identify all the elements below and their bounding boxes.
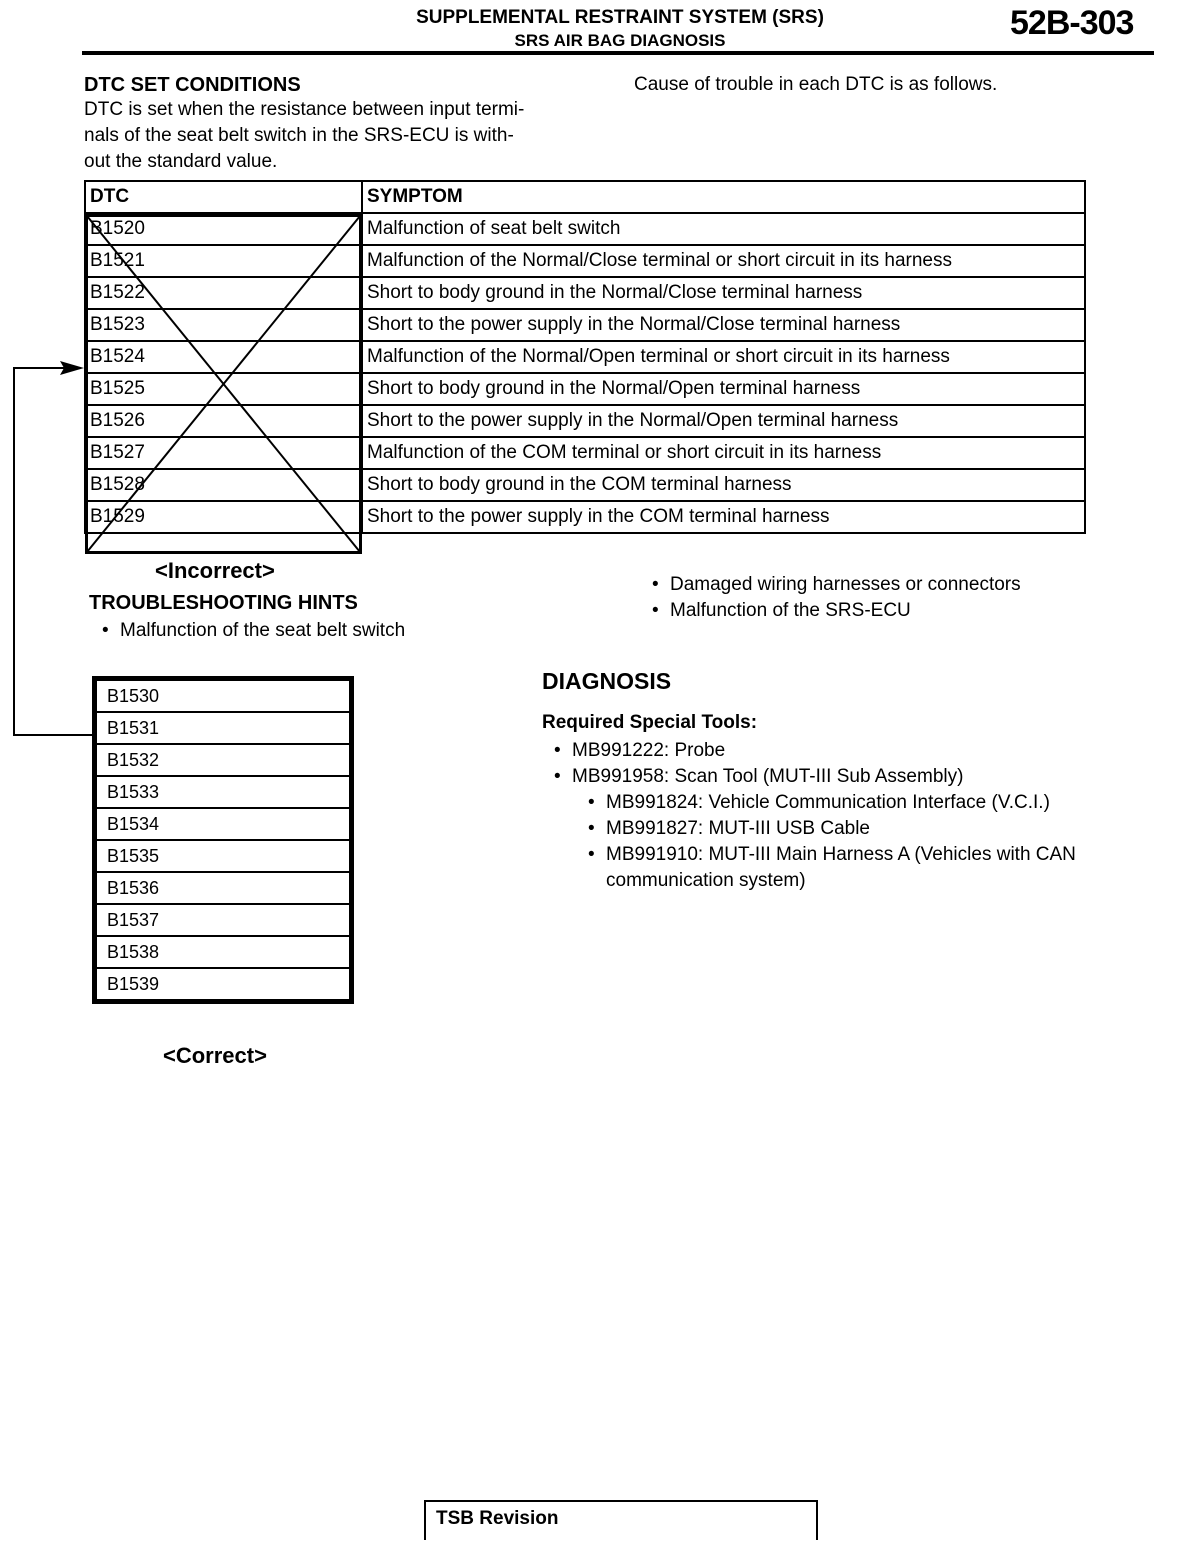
incorrect-label: <Incorrect> <box>155 558 275 583</box>
diagnosis-heading: DIAGNOSIS <box>542 668 672 694</box>
dtc-code: B1531 <box>96 712 350 744</box>
list-item: • Malfunction of the seat belt switch <box>98 618 405 644</box>
column-header-symptom: SYMPTOM <box>362 181 1085 213</box>
table-row <box>96 680 350 712</box>
dtc-code: B1536 <box>96 872 350 904</box>
dtc-code: B1526 <box>85 405 362 437</box>
dtc-code: B1527 <box>85 437 362 469</box>
table-row <box>96 744 350 776</box>
tsb-revision-label: TSB Revision <box>436 1508 559 1529</box>
dtc-code: B1525 <box>85 373 362 405</box>
dtc-code: B1537 <box>96 904 350 936</box>
table-row <box>96 936 350 968</box>
section-title: SUPPLEMENTAL RESTRAINT SYSTEM (SRS) <box>416 7 824 28</box>
cause-intro: Cause of trouble in each DTC is as follows. <box>634 74 998 95</box>
scan-tool-sublist <box>584 790 1164 894</box>
dtc-code: B1523 <box>85 309 362 341</box>
dtc-symptom: Malfunction of seat belt switch <box>362 213 1085 245</box>
dtc-set-conditions <box>84 74 624 175</box>
tools-list <box>550 738 1150 790</box>
required-tools-heading: Required Special Tools: <box>542 712 758 733</box>
table-row <box>96 840 350 872</box>
dtc-set-conditions-line: nals of the seat belt switch in the SRS-ECU is with- <box>84 125 514 146</box>
dtc-symptom: Short to body ground in the Normal/Close terminal harness <box>362 277 1085 309</box>
dtc-code: B1539 <box>96 968 350 1000</box>
table-row <box>96 968 350 1000</box>
dtc-symptom: Short to the power supply in the Normal/Open terminal harness <box>362 405 1085 437</box>
dtc-set-conditions-line: DTC is set when the resistance between input termi- <box>84 99 525 120</box>
list-item: • Malfunction of the SRS-ECU <box>648 598 1021 624</box>
troubleshooting-heading: TROUBLESHOOTING HINTS <box>89 592 358 614</box>
dtc-symptom: Short to body ground in the Normal/Open terminal harness <box>362 373 1085 405</box>
list-item: • MB991958: Scan Tool (MUT-III Sub Assembly) <box>550 764 1150 790</box>
page-number: 52B-303 <box>1010 4 1134 42</box>
dtc-code: B1538 <box>96 936 350 968</box>
dtc-symptom: Short to the power supply in the COM terminal harness <box>362 501 1085 533</box>
list-item: • MB991910: MUT-III Main Harness A (Vehicles with CAN communication system) <box>584 842 1164 894</box>
table-row <box>96 712 350 744</box>
table-row <box>96 904 350 936</box>
table-row <box>96 872 350 904</box>
list-item: • MB991222: Probe <box>550 738 1150 764</box>
dtc-symptom: Short to the power supply in the Normal/Close terminal harness <box>362 309 1085 341</box>
dtc-set-conditions-line: out the standard value. <box>84 151 278 172</box>
dtc-code: B1524 <box>85 341 362 373</box>
header-rule <box>82 51 1154 55</box>
dtc-code: B1535 <box>96 840 350 872</box>
cross-out-mark-icon <box>85 214 362 554</box>
dtc-code: B1534 <box>96 808 350 840</box>
dtc-symptom: Malfunction of the COM terminal or short circuit in its harness <box>362 437 1085 469</box>
table-row <box>96 776 350 808</box>
dtc-code: B1533 <box>96 776 350 808</box>
table-row <box>96 808 350 840</box>
dtc-code: B1528 <box>85 469 362 501</box>
troubleshooting-list-right <box>648 572 1021 624</box>
section-subtitle: SRS AIR BAG DIAGNOSIS <box>514 31 726 50</box>
dtc-code: B1532 <box>96 744 350 776</box>
dtc-code: B1520 <box>85 213 362 245</box>
dtc-code: B1521 <box>85 245 362 277</box>
dtc-code: B1530 <box>96 680 350 712</box>
troubleshooting-list <box>98 618 405 644</box>
column-header-dtc: DTC <box>85 181 362 213</box>
correct-dtc-table <box>92 676 354 1004</box>
list-item: • Damaged wiring harnesses or connectors <box>648 572 1021 598</box>
list-item: • MB991827: MUT-III USB Cable <box>584 816 1164 842</box>
list-item: • MB991824: Vehicle Communication Interface (V.C.I.) <box>584 790 1164 816</box>
correct-label: <Correct> <box>163 1043 267 1068</box>
table-header-row <box>85 181 1085 213</box>
dtc-symptom: Malfunction of the Normal/Close terminal or short circuit in its harness <box>362 245 1085 277</box>
dtc-code: B1529 <box>85 501 362 533</box>
dtc-symptom: Malfunction of the Normal/Open terminal or short circuit in its harness <box>362 341 1085 373</box>
dtc-code: B1522 <box>85 277 362 309</box>
dtc-set-conditions-heading: DTC SET CONDITIONS <box>84 74 301 96</box>
correction-arrow-icon <box>0 355 100 745</box>
dtc-symptom: Short to body ground in the COM terminal harness <box>362 469 1085 501</box>
